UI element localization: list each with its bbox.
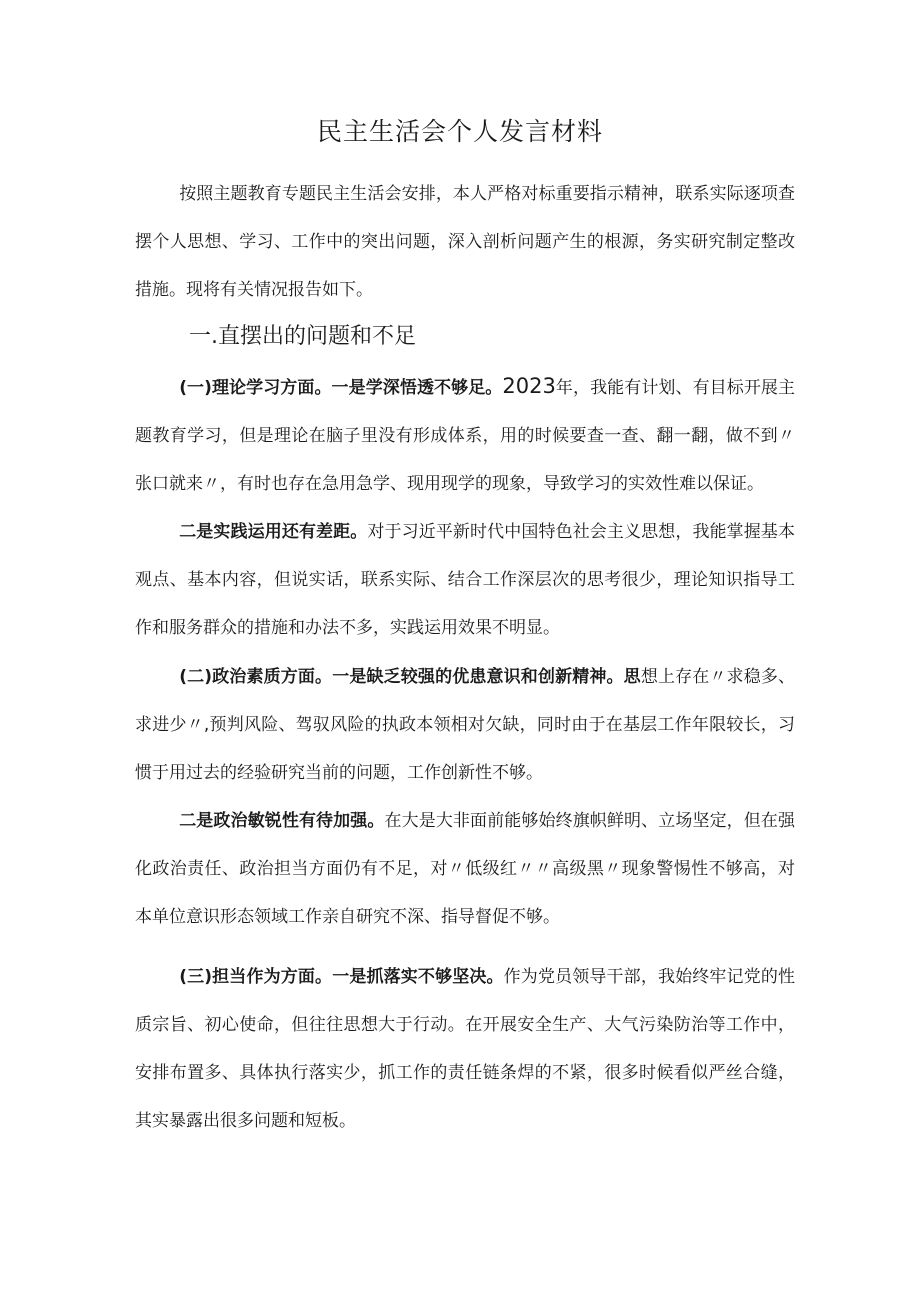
paragraph-lead: (二)政治素质方面。一是缺乏较强的优患意识和创新精神。思 — [179, 667, 641, 687]
paragraph-lead: (三)担当作为方面。一是抓落实不够坚决。 — [179, 967, 504, 987]
paragraph-practice — [135, 508, 795, 652]
paragraph-responsibility — [135, 953, 795, 1145]
paragraph-theory-study — [135, 362, 795, 508]
paragraph-lead: (一)理论学习方面。一是学深悟透不够足。 — [179, 378, 503, 398]
paragraph-body: 想上存在〃求稳多、求进少〃,预判风险、驾驭风险的执政本领相对欠缺，同时由于在基层工作年限较长，习惯于用过去的经验研究当前的问题，工作创新性不够。 — [135, 667, 795, 783]
paragraph-political-sensitivity — [135, 797, 795, 941]
paragraph-body: 年，我能有计划、有目标开展主题教育学习，但是理论在脑子里没有形成体系，用的时候要查一查、翻一翻，做不到〃张口就来〃，有时也存在急用急学、现用现学的现象，导致学习的实效性难以保证。 — [135, 378, 796, 494]
year-number: 2023 — [502, 374, 556, 398]
paragraph-lead: 二是政治敏锐性有待加强。 — [179, 811, 385, 831]
paragraph-political-quality — [135, 653, 795, 797]
paragraph-lead: 二是实践运用还有差距。 — [179, 522, 368, 542]
paragraph-body: 对于习近平新时代中国特色社会主义思想，我能掌握基本观点、基本内容，但说实话，联系实际、结合工作深层次的思考很少，理论知识指导工作和服务群众的措施和办法不多，实践运用效果不明显。 — [135, 522, 796, 638]
document-title: 民主生活会个人发言材料 — [316, 117, 603, 146]
intro-paragraph: 按照主题教育专题民主生活会安排，本人严格对标重要指示精神，联系实际逐项查摆个人思想、学习、工作中的突出问题，深入剖析问题产生的根源，务实研究制定整改措施。现将有关情况报告如下。 — [135, 184, 795, 300]
paragraph-body: 作为党员领导干部，我始终牢记党的性质宗旨、初心使命，但往往思想大于行动。在开展安全生产、大气污染防治等工作中，安排布置多、具体执行落实少，抓工作的责任链条焊的不紧，很多时候看似严丝合缝，其实暴露出很多问题和短板。 — [135, 967, 795, 1131]
paragraph-body: 在大是大非面前能够始终旗帜鲜明、立场坚定，但在强化政治责任、政治担当方面仍有不足，对〃低级红〃〃高级黑〃现象警惕性不够高，对本单位意识形态领域工作亲自研究不深、指导督促不够。 — [135, 811, 796, 927]
section-heading: 一.直摆出的问题和不足 — [189, 324, 416, 349]
